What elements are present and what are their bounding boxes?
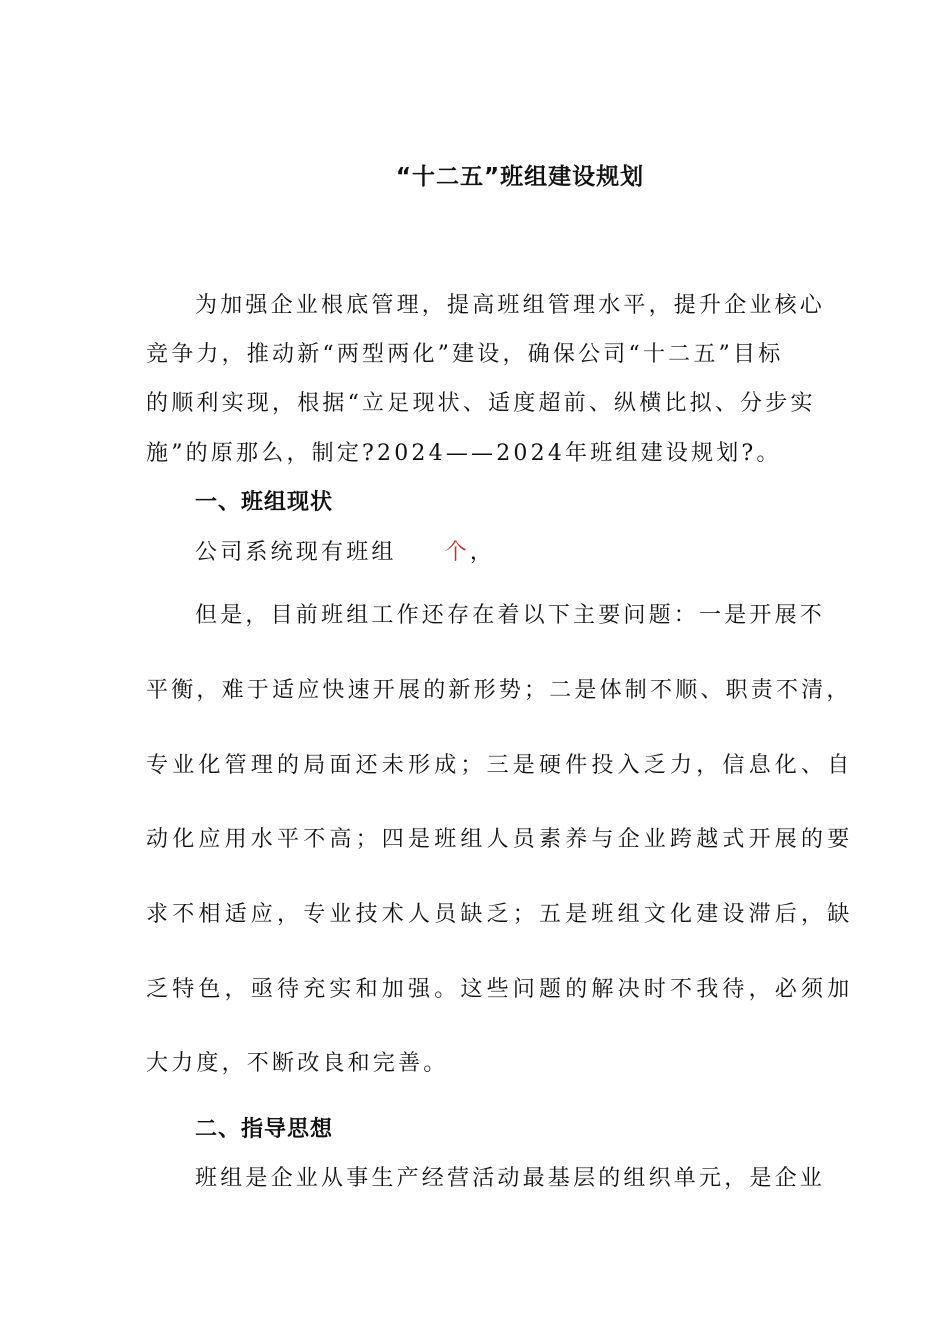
- issues-line-7: 大力度，不断改良和完善。: [146, 1051, 449, 1076]
- issues-line-1: 但是，目前班组工作还存在着以下主要问题：一是开展不: [195, 603, 826, 628]
- intro-line-1: 为加强企业根底管理，提高班组管理水平，提升企业核心: [195, 293, 826, 318]
- status-prefix: 公司系统现有班组: [195, 540, 397, 565]
- status-line: [195, 535, 495, 566]
- intro-line-3: 的顺利实现，根据“立足现状、适度超前、纵横比拟、分步实: [146, 391, 816, 416]
- issues-line-2: 平衡，难于适应快速开展的新形势；二是体制不顺、职责不清，: [146, 678, 852, 703]
- issues-line-4: 动化应用水平不高；四是班组人员素养与企业跨越式开展的要: [146, 827, 854, 852]
- section-heading-guiding: 二、指导思想: [195, 1117, 334, 1142]
- issues-line-5: 求不相适应，专业技术人员缺乏；五是班组文化建设滞后，缺: [146, 902, 854, 927]
- issues-line-3: 专业化管理的局面还未形成；三是硬件投入乏力，信息化、自: [146, 753, 854, 778]
- document-title: “十二五”班组建设规划: [395, 164, 645, 190]
- issues-line-6: 乏特色，亟待充实和加强。这些问题的解决时不我待，必须加: [146, 977, 854, 1002]
- status-unit: 个: [444, 540, 470, 565]
- intro-line-2: 竞争力，推动新“两型两化”建设，确保公司“十二五”目标: [146, 342, 784, 367]
- guiding-line-1: 班组是企业从事生产经营活动最基层的组织单元，是企业: [195, 1166, 826, 1191]
- section-heading-status: 一、班组现状: [195, 490, 334, 515]
- intro-line-4: 施”的原那么，制定?2024——2024年班组建设规划?。: [146, 441, 782, 466]
- status-suffix: ，: [469, 540, 496, 565]
